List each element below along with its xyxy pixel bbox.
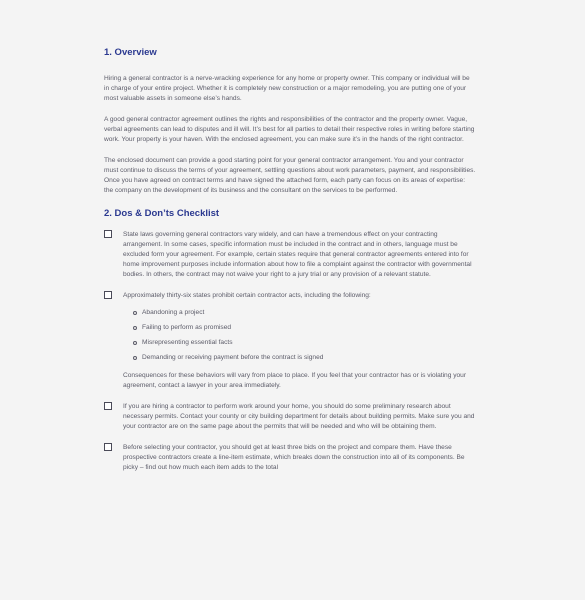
circle-bullet-icon — [133, 341, 137, 345]
checklist-item-state-laws — [104, 230, 476, 280]
checklist-item-prohibited-acts — [104, 291, 476, 391]
checkbox-4[interactable] — [104, 443, 112, 451]
checklist-item-permits — [104, 402, 476, 432]
checkbox-1[interactable] — [104, 230, 112, 238]
checkbox-2[interactable] — [104, 291, 112, 299]
checklist-item-text: If you are hiring a contractor to perform work around your home, you should do some preliminary research about necessary permits. Contact your county or city building department for details about building permits. Make sure you and your contractor are on the same page about the permits that will be needed and who will be obtaining them. — [123, 403, 475, 430]
checklist-heading: 2. Dos & Don’ts Checklist — [104, 208, 220, 219]
list-item — [133, 338, 476, 348]
list-item — [133, 353, 476, 363]
consequences-paragraph: Consequences for these behaviors will vary from place to place. If you feel that your contractor has or is violating your agreement, contact a lawyer in your area immediately. — [123, 372, 467, 389]
checkbox-3[interactable] — [104, 402, 112, 410]
circle-bullet-icon — [133, 356, 137, 360]
list-item — [133, 323, 476, 333]
list-item-text: Misrepresenting essential facts — [142, 339, 233, 346]
overview-paragraph-1: Hiring a general contractor is a nerve-wracking experience for any home or property owner. This company or individual will be in charge of your entire project. Whether it is completely new construction or a major remodeling, you are putting one of your most valuable assets in someone else’s hands. — [104, 75, 470, 102]
checklist-item-text: State laws governing general contractors vary widely, and can have a tremendous effect on your contracting arrangement. In some cases, specific information must be included in the contract and in others, language must be excluded form your agreement. For example, certain states require that general contractor agreements entered into for home improvement purposes include information about how to file a complaint against the contractor with governmental bodies. In others, the contract may not waive your right to a jury trial or any provision of a relevant statute. — [123, 231, 472, 278]
circle-bullet-icon — [133, 311, 137, 315]
list-item-text: Demanding or receiving payment before the contract is signed — [142, 354, 324, 361]
checklist-item-bids — [104, 443, 476, 473]
list-item-text: Abandoning a project — [142, 309, 205, 316]
document-content — [104, 47, 476, 484]
overview-heading: 1. Overview — [104, 47, 157, 58]
checklist-item-text: Before selecting your contractor, you should get at least three bids on the project and compare them. Have these prospective contractors create a line-item estimate, which breaks down the construction into all of its components. Be picky – find out how much each item adds to the total — [123, 444, 465, 471]
list-item-text: Failing to perform as promised — [142, 324, 232, 331]
circle-bullet-icon — [133, 326, 137, 330]
list-item — [133, 308, 476, 318]
overview-paragraph-3: The enclosed document can provide a good starting point for your general contractor arrangement. You and your contractor must continue to discuss the terms of your agreement, settling questions about work parameters, payment, and responsibilities. Once you have agreed on contract terms and have signed the attached form, each party can focus on its areas of expertise: the company on the development of its business and the consultant on the services to be performed. — [104, 157, 476, 194]
checklist-item-text: Approximately thirty-six states prohibit certain contractor acts, including the following: — [123, 292, 371, 299]
prohibited-acts-list — [123, 308, 476, 363]
overview-paragraph-2: A good general contractor agreement outlines the rights and responsibilities of the contractor and the property owner. Vague, verbal agreements can lead to disputes and ill will. It’s best for all parties to detail their respective roles in writing before starting work. Your property is your haven. With the enclosed agreement, you can make sure it’s in the hands of the right contractor. — [104, 116, 475, 143]
